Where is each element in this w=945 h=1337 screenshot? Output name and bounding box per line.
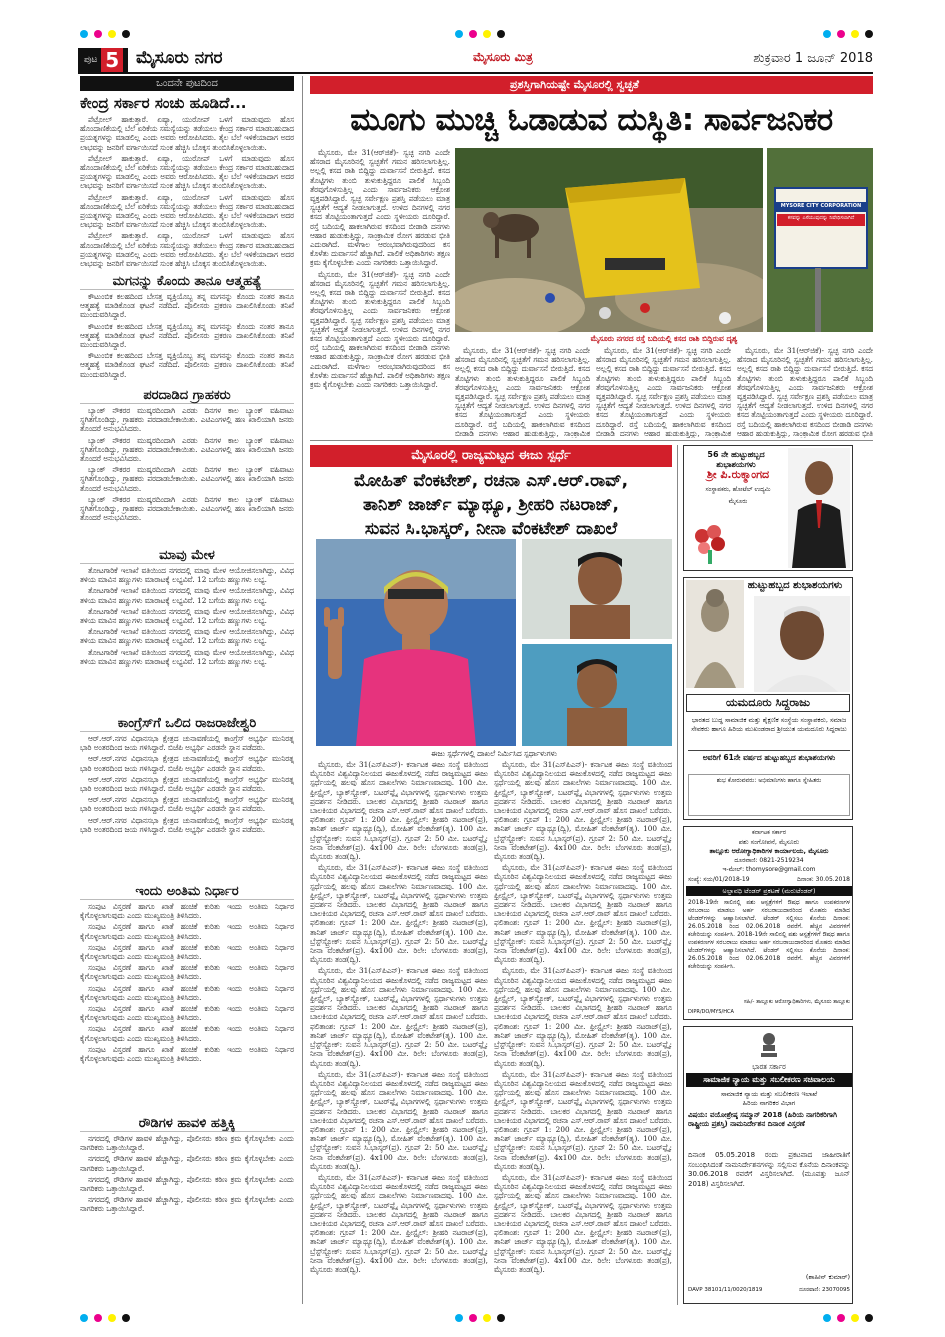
swim-story-body-col2: ಮೈಸೂರು, ಮೇ 31(ಎಸ್‌ಪಿಎನ್)- ಕರ್ನಾಟಕ ಈಜು ಸಂಸ್ಥೆ ವತಿಯಿಂದ ಮೈಸೂರಿನ ವಿಶ್ವವಿದ್ಯಾನಿಲಯದ ಈಜುಕೊಳದಲ್ಲಿ ನಡೆದ ರಾಜ್ಯಮಟ್ಟದ ಈಜು ಸ್ಪರ್ಧೆಯಲ್ಲಿ ಹಲವು ಹೊಸ ದಾಖಲೆಗಳು ನಿರ್ಮಾಣವಾದವು. 100 ಮೀ. ಫ್ರೀಸ್ಟೈಲ್, ಬ್ಯಾಕ್‌ಸ್ಟ್ರೋಕ್, ಬಟರ್‌ಫ್ಲೈ ವಿಭಾಗಗಳಲ್ಲಿ ಸ್ಪರ್ಧಾಳುಗಳು ಉತ್ತಮ ಪ್ರದರ್ಶನ ನೀಡಿದರು. ಬಾಲಕರ ವಿಭಾಗದಲ್ಲಿ ಶ್ರೀಹರಿ ನಟರಾಜ್ ಹಾಗೂ ಬಾಲಕಿಯರ ವಿಭಾಗದಲ್ಲಿ ರಚನಾ ಎಸ್.ಆರ್.ರಾವ್ ಹೊಸ ದಾಖಲೆ ಬರೆದರು. ಫಲಿತಾಂಶ: ಗ್ರೂಪ್ 1: 200 ಮೀ. ಫ್ರೀಸ್ಟೈಲ್: ಶ್ರೀಹರಿ ನಟರಾಜ್(ಪ್ರ), ತಾನಿಶ್ ಜಾರ್ಜ್ ಮ್ಯಾಥ್ಯೂ(ದ್ವಿ), ಮೋಹಿತ್ ವೆಂಕಟೇಶ್(ತೃ). 100 ಮೀ. ಬ್ರೆಸ್ಟ್‌ಸ್ಟ್ರೋಕ್: ಸುವನ ಸಿ.ಭಾಸ್ಕರ್(ಪ್ರ). ಗ್ರೂಪ್ 2: 50 ಮೀ. ಬಟರ್‌ಫ್ಲೈ: ನೀನಾ ವೆಂಕಟೇಶ್(ಪ್ರ). 4x100 ಮೀ. ರಿಲೇ: ಬೆಂಗಳೂರು ತಂಡ(ಪ್ರ), ಮೈಸೂರು ತಂಡ(ದ್ವಿ). ಮೈಸೂರು, ಮೇ 31(ಎಸ್‌ಪಿಎನ್)- ಕರ್ನಾಟಕ ಈಜು ಸಂಸ್ಥೆ ವತಿಯಿಂದ ಮೈಸೂರಿನ ವಿಶ್ವವಿದ್ಯಾನಿಲಯದ ಈಜುಕೊಳದಲ್ಲಿ ನಡೆದ ರಾಜ್ಯಮಟ್ಟದ ಈಜು ಸ್ಪರ್ಧೆಯಲ್ಲಿ ಹಲವು ಹೊಸ ದಾಖಲೆಗಳು ನಿರ್ಮಾಣವಾದವು. 100 ಮೀ. ಫ್ರೀಸ್ಟೈಲ್, ಬ್ಯಾಕ್‌ಸ್ಟ್ರೋಕ್, ಬಟರ್‌ಫ್ಲೈ ವಿಭಾಗಗಳಲ್ಲಿ ಸ್ಪರ್ಧಾಳುಗಳು ಉತ್ತಮ ಪ್ರದರ್ಶನ ನೀಡಿದರು. ಬಾಲಕರ ವಿಭಾಗದಲ್ಲಿ ಶ್ರೀಹರಿ ನಟರಾಜ್ ಹಾಗೂ ಬಾಲಕಿಯರ ವಿಭಾಗದಲ್ಲಿ ರಚನಾ ಎಸ್.ಆರ್.ರಾವ್ ಹೊಸ ದಾಖಲೆ ಬರೆದರು. ಫಲಿತಾಂಶ: ಗ್ರೂಪ್ 1: 200 ಮೀ. ಫ್ರೀಸ್ಟೈಲ್: ಶ್ರೀಹರಿ ನಟರಾಜ್(ಪ್ರ), ತಾನಿಶ್ ಜಾರ್ಜ್ ಮ್ಯಾಥ್ಯೂ(ದ್ವಿ), ಮೋಹಿತ್ ವೆಂಕಟೇಶ್(ತೃ). 100 ಮೀ. ಬ್ರೆಸ್ಟ್‌ಸ್ಟ್ರೋಕ್: ಸುವನ ಸಿ.ಭಾಸ್ಕರ್(ಪ್ರ). ಗ್ರೂಪ್ 2: 50 ಮೀ. ಬಟರ್‌ಫ್ಲೈ: ನೀನಾ ವೆಂಕಟೇಶ್(ಪ್ರ). 4x100 ಮೀ. ರಿಲೇ: ಬೆಂಗಳೂರು ತಂಡ(ಪ್ರ), ಮೈಸೂರು ತಂಡ(ದ್ವಿ). ಮೈಸೂರು, ಮೇ 31(ಎಸ್‌ಪಿಎನ್)- ಕರ್ನಾಟಕ ಈಜು ಸಂಸ್ಥೆ ವತಿಯಿಂದ ಮೈಸೂರಿನ ವಿಶ್ವವಿದ್ಯಾನಿಲಯದ ಈಜುಕೊಳದಲ್ಲಿ ನಡೆದ ರಾಜ್ಯಮಟ್ಟದ ಈಜು ಸ್ಪರ್ಧೆಯಲ್ಲಿ ಹಲವು ಹೊಸ ದಾಖಲೆಗಳು ನಿರ್ಮಾಣವಾದವು. 100 ಮೀ. ಫ್ರೀಸ್ಟೈಲ್, ಬ್ಯಾಕ್‌ಸ್ಟ್ರೋಕ್, ಬಟರ್‌ಫ್ಲೈ ವಿಭಾಗಗಳಲ್ಲಿ ಸ್ಪರ್ಧಾಳುಗಳು ಉತ್ತಮ ಪ್ರದರ್ಶನ ನೀಡಿದರು. ಬಾಲಕರ ವಿಭಾಗದಲ್ಲಿ ಶ್ರೀಹರಿ ನಟರಾಜ್ ಹಾಗೂ ಬಾಲಕಿಯರ ವಿಭಾಗದಲ್ಲಿ ರಚನಾ ಎಸ್.ಆರ್.ರಾವ್ ಹೊಸ ದಾಖಲೆ ಬರೆದರು. ಫಲಿತಾಂಶ: ಗ್ರೂಪ್ 1: 200 ಮೀ. ಫ್ರೀಸ್ಟೈಲ್: ಶ್ರೀಹರಿ ನಟರಾಜ್(ಪ್ರ), ತಾನಿಶ್ ಜಾರ್ಜ್ ಮ್ಯಾಥ್ಯೂ(ದ್ವಿ), ಮೋಹಿತ್ ವೆಂಕಟೇಶ್(ತೃ). 100 ಮೀ. ಬ್ರೆಸ್ಟ್‌ಸ್ಟ್ರೋಕ್: ಸುವನ ಸಿ.ಭಾಸ್ಕರ್(ಪ್ರ). ಗ್ರೂಪ್ 2: 50 ಮೀ. ಬಟರ್‌ಫ್ಲೈ: ನೀನಾ ವೆಂಕಟೇಶ್(ಪ್ರ). 4x100 ಮೀ. ರಿಲೇ: ಬೆಂಗಳೂರು ತಂಡ(ಪ್ರ), ಮೈಸೂರು ತಂಡ(ದ್ವಿ). ಮೈಸೂರು, ಮೇ 31(ಎಸ್‌ಪಿಎನ್)- ಕರ್ನಾಟಕ ಈಜು ಸಂಸ್ಥೆ ವತಿಯಿಂದ ಮೈಸೂರಿನ ವಿಶ್ವವಿದ್ಯಾನಿಲಯದ ಈಜುಕೊಳದಲ್ಲಿ ನಡೆದ ರಾಜ್ಯಮಟ್ಟದ ಈಜು ಸ್ಪರ್ಧೆಯಲ್ಲಿ ಹಲವು ಹೊಸ ದಾಖಲೆಗಳು ನಿರ್ಮಾಣವಾದವು. 100 ಮೀ. ಫ್ರೀಸ್ಟೈಲ್, ಬ್ಯಾಕ್‌ಸ್ಟ್ರೋಕ್, ಬಟರ್‌ಫ್ಲೈ ವಿಭಾಗಗಳಲ್ಲಿ ಸ್ಪರ್ಧಾಳುಗಳು ಉತ್ತಮ ಪ್ರದರ್ಶನ ನೀಡಿದರು. ಬಾಲಕರ ವಿಭಾಗದಲ್ಲಿ ಶ್ರೀಹರಿ ನಟರಾಜ್ ಹಾಗೂ ಬಾಲಕಿಯರ ವಿಭಾಗದಲ್ಲಿ ರಚನಾ ಎಸ್.ಆರ್.ರಾವ್ ಹೊಸ ದಾಖಲೆ ಬರೆದರು. ಫಲಿತಾಂಶ: ಗ್ರೂಪ್ 1: 200 ಮೀ. ಫ್ರೀಸ್ಟೈಲ್: ಶ್ರೀಹರಿ ನಟರಾಜ್(ಪ್ರ), ತಾನಿಶ್ ಜಾರ್ಜ್ ಮ್ಯಾಥ್ಯೂ(ದ್ವಿ), ಮೋಹಿತ್ ವೆಂಕಟೇಶ್(ತೃ). 100 ಮೀ. ಬ್ರೆಸ್ಟ್‌ಸ್ಟ್ರೋಕ್: ಸುವನ ಸಿ.ಭಾಸ್ಕರ್(ಪ್ರ). ಗ್ರೂಪ್ 2: 50 ಮೀ. ಬಟರ್‌ಫ್ಲೈ: ನೀನಾ ವೆಂಕಟೇಶ್(ಪ್ರ). 4x100 ಮೀ. ರಿಲೇ: ಬೆಂಗಳೂರು ತಂಡ(ಪ್ರ), ಮೈಸೂರು ತಂಡ(ದ್ವಿ). ಮೈಸೂರು, ಮೇ 31(ಎಸ್‌ಪಿಎನ್)- ಕರ್ನಾಟಕ ಈಜು ಸಂಸ್ಥೆ ವತಿಯಿಂದ ಮೈಸೂರಿನ ವಿಶ್ವವಿದ್ಯಾನಿಲಯದ ಈಜುಕೊಳದಲ್ಲಿ ನಡೆದ ರಾಜ್ಯಮಟ್ಟದ ಈಜು ಸ್ಪರ್ಧೆಯಲ್ಲಿ ಹಲವು ಹೊಸ ದಾಖಲೆಗಳು ನಿರ್ಮಾಣವಾದವು. 100 ಮೀ. ಫ್ರೀಸ್ಟೈಲ್, ಬ್ಯಾಕ್‌ಸ್ಟ್ರೋಕ್, ಬಟರ್‌ಫ್ಲೈ ವಿಭಾಗಗಳಲ್ಲಿ ಸ್ಪರ್ಧಾಳುಗಳು ಉತ್ತಮ ಪ್ರದರ್ಶನ ನೀಡಿದರು. ಬಾಲಕರ ವಿಭಾಗದಲ್ಲಿ ಶ್ರೀಹರಿ ನಟರಾಜ್ ಹಾಗೂ ಬಾಲಕಿಯರ ವಿಭಾಗದಲ್ಲಿ ರಚನಾ ಎಸ್.ಆರ್.ರಾವ್ ಹೊಸ ದಾಖಲೆ ಬರೆದರು. ಫಲಿತಾಂಶ: ಗ್ರೂಪ್ 1: 200 ಮೀ. ಫ್ರೀಸ್ಟೈಲ್: ಶ್ರೀಹರಿ ನಟರಾಜ್(ಪ್ರ), ತಾನಿಶ್ ಜಾರ್ಜ್ ಮ್ಯಾಥ್ಯೂ(ದ್ವಿ), ಮೋಹಿತ್ ವೆಂಕಟೇಶ್(ತೃ). 100 ಮೀ. ಬ್ರೆಸ್ಟ್‌ಸ್ಟ್ರೋಕ್: ಸುವನ ಸಿ.ಭಾಸ್ಕರ್(ಪ್ರ). ಗ್ರೂಪ್ 2: 50 ಮೀ. ಬಟರ್‌ಫ್ಲೈ: ನೀನಾ ವೆಂಕಟೇಶ್(ಪ್ರ). 4x100 ಮೀ. ರಿಲೇ: ಬೆಂಗಳೂರು ತಂಡ(ಪ್ರ), ಮೈಸೂರು ತಂಡ(ದ್ವಿ). [494,760,672,1274]
story-rowdies: ನಗರದಲ್ಲಿ ರೌಡಿಗಳ ಹಾವಳಿ ಹೆಚ್ಚಾಗಿದ್ದು, ಪೊಲೀಸರು ಕಠಿಣ ಕ್ರಮ ಕೈಗೊಳ್ಳಬೇಕು ಎಂದು ನಾಗರಿಕರು ಒತ್ತಾಯಿಸಿದ್ದಾರೆ. ನಗರದಲ್ಲಿ ರೌಡಿಗಳ ಹಾವಳಿ ಹೆಚ್ಚಾಗಿದ್ದು, ಪೊಲೀಸರು ಕಠಿಣ ಕ್ರಮ ಕೈಗೊಳ್ಳಬೇಕು ಎಂದು ನಾಗರಿಕರು ಒತ್ತಾಯಿಸಿದ್ದಾರೆ. ನಗರದಲ್ಲಿ ರೌಡಿಗಳ ಹಾವಳಿ ಹೆಚ್ಚಾಗಿದ್ದು, ಪೊಲೀಸರು ಕಠಿಣ ಕ್ರಮ ಕೈಗೊಳ್ಳಬೇಕು ಎಂದು ನಾಗರಿಕರು ಒತ್ತಾಯಿಸಿದ್ದಾರೆ. ನಗರದಲ್ಲಿ ರೌಡಿಗಳ ಹಾವಳಿ ಹೆಚ್ಚಾಗಿದ್ದು, ಪೊಲೀಸರು ಕಠಿಣ ಕ್ರಮ ಕೈಗೊಳ್ಳಬೇಕು ಎಂದು ನಾಗರಿಕರು ಒತ್ತಾಯಿಸಿದ್ದಾರೆ. [80,1134,294,1214]
swim-photo-caption: ಈಜು ಸ್ಪರ್ಧೆಗಳಲ್ಲಿ ದಾಖಲೆ ನಿರ್ಮಿಸಿದ ಸ್ಪರ್ಧಾಳುಗಳು [431,749,557,758]
govt-dept: ಸಾಮಾಜಿಕ ನ್ಯಾಯ ಮತ್ತು ಸಬಲೀಕರಣ ಇಲಾಖೆ [720,1090,818,1098]
tender-email: ಇ-ಮೇಲ್: thomysore@gmail.com [722,866,816,873]
color-registration-marks [80,1314,130,1322]
headline-central-govt: ಕೇಂದ್ರ ಸರ್ಕಾರ ಸಂಚು ಹೂಡಿದೆ... [80,94,247,112]
headline-suicide: ಮಗನನ್ನು ಕೊಂದು ತಾನೂ ಆತ್ಮಹತ್ಯೆ [80,274,294,290]
color-registration-marks [455,30,505,38]
headline-customers: ಪರದಾಡಿದ ಗ್ರಾಹಕರು [80,388,294,404]
ad-tender-notice [683,826,853,1020]
section-name: ಮೈಸೂರು ನಗರ [136,48,223,68]
swim-headline-1: ಮೋಹಿತ್ ವೆಂಕಟೇಶ್, ರಚನಾ ಎಸ್.ಆರ್.ರಾವ್, [353,471,629,491]
tender-body: 2018-19ನೇ ಸಾಲಿನಲ್ಲಿ ಪಶು ಆಸ್ಪತ್ರೆಗಳಿಗೆ ಔಷಧ ಹಾಗೂ ಉಪಕರಣಗಳ ಸರಬರಾಜು ಮಾಡಲು ಅರ್ಹ ಸರಬರಾಜುದಾರರಿಂದ ಮೊಹರು ಮಾಡಿದ ಟೆಂಡರ್‌ಗಳನ್ನು ಆಹ್ವಾನಿಸಲಾಗಿದೆ. ಟೆಂಡರ್ ಸಲ್ಲಿಸಲು ಕೊನೆಯ ದಿನಾಂಕ: 26.05.2018 ರಿಂದ 02.06.2018 ರವರೆಗೆ. ಹೆಚ್ಚಿನ ವಿವರಗಳಿಗೆ ಕಚೇರಿಯನ್ನು ಸಂಪರ್ಕಿಸಿ. 2018-19ನೇ ಸಾಲಿನಲ್ಲಿ ಪಶು ಆಸ್ಪತ್ರೆಗಳಿಗೆ ಔಷಧ ಹಾಗೂ ಉಪಕರಣಗಳ ಸರಬರಾಜು ಮಾಡಲು ಅರ್ಹ ಸರಬರಾಜುದಾರರಿಂದ ಮೊಹರು ಮಾಡಿದ ಟೆಂಡರ್‌ಗಳನ್ನು ಆಹ್ವಾನಿಸಲಾಗಿದೆ. ಟೆಂಡರ್ ಸಲ್ಲಿಸಲು ಕೊನೆಯ ದಿನಾಂಕ: 26.05.2018 ರಿಂದ 02.06.2018 ರವರೆಗೆ. ಹೆಚ್ಚಿನ ವಿವರಗಳಿಗೆ ಕಚೇರಿಯನ್ನು ಸಂಪರ್ಕಿಸಿ. [688,899,850,970]
tender-gov: ಕರ್ನಾಟಕ ಸರ್ಕಾರ [751,829,787,836]
page-label: ಪುಟ [84,55,98,65]
ad-56th-birthday [683,445,853,571]
sign-title: MYSORE CITY CORPORATION [780,203,862,209]
swim-headline-3: ಸುವನ ಸಿ.ಭಾಸ್ಕರ್, ನೀನಾ ವೆಂಕಟೇಶ್ ದಾಖಲೆ [364,519,618,539]
color-registration-marks [823,30,873,38]
page-header [78,48,873,74]
corporation-sign-photo [767,148,873,332]
color-registration-marks [455,1314,505,1322]
govt-ref: ದೂರವಾಣಿ: 23070095 [799,1287,850,1293]
story-final-decision: ಸಂಪುಟ ವಿಸ್ತರಣೆ ಹಾಗೂ ಖಾತೆ ಹಂಚಿಕೆ ಕುರಿತು ಇಂದು ಅಂತಿಮ ನಿರ್ಧಾರ ಕೈಗೊಳ್ಳಲಾಗುವುದು ಎಂದು ಮುಖ್ಯಮಂತ್ರಿ ತಿಳಿಸಿದರು. ಸಂಪುಟ ವಿಸ್ತರಣೆ ಹಾಗೂ ಖಾತೆ ಹಂಚಿಕೆ ಕುರಿತು ಇಂದು ಅಂತಿಮ ನಿರ್ಧಾರ ಕೈಗೊಳ್ಳಲಾಗುವುದು ಎಂದು ಮುಖ್ಯಮಂತ್ರಿ ತಿಳಿಸಿದರು. ಸಂಪುಟ ವಿಸ್ತರಣೆ ಹಾಗೂ ಖಾತೆ ಹಂಚಿಕೆ ಕುರಿತು ಇಂದು ಅಂತಿಮ ನಿರ್ಧಾರ ಕೈಗೊಳ್ಳಲಾಗುವುದು ಎಂದು ಮುಖ್ಯಮಂತ್ರಿ ತಿಳಿಸಿದರು. ಸಂಪುಟ ವಿಸ್ತರಣೆ ಹಾಗೂ ಖಾತೆ ಹಂಚಿಕೆ ಕುರಿತು ಇಂದು ಅಂತಿಮ ನಿರ್ಧಾರ ಕೈಗೊಳ್ಳಲಾಗುವುದು ಎಂದು ಮುಖ್ಯಮಂತ್ರಿ ತಿಳಿಸಿದರು. ಸಂಪುಟ ವಿಸ್ತರಣೆ ಹಾಗೂ ಖಾತೆ ಹಂಚಿಕೆ ಕುರಿತು ಇಂದು ಅಂತಿಮ ನಿರ್ಧಾರ ಕೈಗೊಳ್ಳಲಾಗುವುದು ಎಂದು ಮುಖ್ಯಮಂತ್ರಿ ತಿಳಿಸಿದರು. ಸಂಪುಟ ವಿಸ್ತರಣೆ ಹಾಗೂ ಖಾತೆ ಹಂಚಿಕೆ ಕುರಿತು ಇಂದು ಅಂತಿಮ ನಿರ್ಧಾರ ಕೈಗೊಳ್ಳಲಾಗುವುದು ಎಂದು ಮುಖ್ಯಮಂತ್ರಿ ತಿಳಿಸಿದರು. ಸಂಪುಟ ವಿಸ್ತರಣೆ ಹಾಗೂ ಖಾತೆ ಹಂಚಿಕೆ ಕುರಿತು ಇಂದು ಅಂತಿಮ ನಿರ್ಧಾರ ಕೈಗೊಳ್ಳಲಾಗುವುದು ಎಂದು ಮುಖ್ಯಮಂತ್ರಿ ತಿಳಿಸಿದರು. ಸಂಪುಟ ವಿಸ್ತರಣೆ ಹಾಗೂ ಖಾತೆ ಹಂಚಿಕೆ ಕುರಿತು ಇಂದು ಅಂತಿಮ ನಿರ್ಧಾರ ಕೈಗೊಳ್ಳಲಾಗುವುದು ಎಂದು ಮುಖ್ಯಮಂತ್ರಿ ತಿಳಿಸಿದರು. [80,902,294,1064]
column-rule [677,445,678,1305]
page-number: 5 [101,48,123,72]
govt-signer: (ಶಾಹೀನ್ ಕುಮಾರ್) [805,1273,850,1281]
lead-story-body-col4: ಮೈಸೂರು, ಮೇ 31(ಆರ್‌ಜಿಕೆ)- ಸ್ವಚ್ಛ ನಗರಿ ಎಂದೇ ಹೆಸರಾದ ಮೈಸೂರಿನಲ್ಲಿ ಸ್ವಚ್ಛತೆಗೆ ಗಮನ ಹರಿಸಲಾಗುತ್ತಿಲ್ಲ. ಅಲ್ಲಲ್ಲಿ ಕಸದ ರಾಶಿ ಬಿದ್ದಿದ್ದು ದುರ್ವಾಸನೆ ಬೀರುತ್ತಿದೆ. ಕಸದ ತೊಟ್ಟಿಗಳು ತುಂಬಿ ತುಳುಕುತ್ತಿದ್ದರೂ ಪಾಲಿಕೆ ಸಿಬ್ಬಂದಿ ತೆರವುಗೊಳಿಸುತ್ತಿಲ್ಲ ಎಂದು ಸಾರ್ವಜನಿಕರು ಆಕ್ರೋಶ ವ್ಯಕ್ತಪಡಿಸಿದ್ದಾರೆ. ಸ್ವಚ್ಛ ಸರ್ವೇಕ್ಷಣ ಪ್ರಶಸ್ತಿ ಪಡೆಯಲು ಮಾತ್ರ ಸ್ವಚ್ಛತೆಗೆ ಆದ್ಯತೆ ನೀಡಲಾಗುತ್ತದೆ. ಉಳಿದ ದಿನಗಳಲ್ಲಿ ನಗರ ಕಸದ ತೊಟ್ಟಿಯಂತಾಗುತ್ತದೆ ಎಂದು ಸ್ಥಳೀಯರು ದೂರಿದ್ದಾರೆ. ರಸ್ತೆ ಬದಿಯಲ್ಲಿ ಹಾಕಲಾಗಿರುವ ಕಸದಿಂದ ಬೀಡಾಡಿ ದನಗಳು ಆಹಾರ ಹುಡುಕುತ್ತಿದ್ದು, ಸಾಂಕ್ರಾಮಿಕ ರೋಗ ಹರಡುವ ಭೀತಿ [737,346,873,438]
ad-56-title: 56 ನೇ ಹುಟ್ಟುಹಬ್ಬದ ಶುಭಾಶಯಗಳು [707,450,765,469]
tender-phone: ದೂರವಾಣಿ: 0821-2519234 [734,857,804,864]
story-central-govt: ಪೆಟ್ರೋಲ್ ಹಾಕುತ್ತಾರೆ. ಏಷ್ಯಾ, ಯುರೋಪ್ ಒಳಗೆ ಮಾಡುವುದು ಹೊಸ ಹೊಂದಾಣಿಕೆಯಲ್ಲಿ ಬೆಲೆ ಏರಿಕೆಯ ಸಮಸ್ಯೆಯನ್ನು ತಡೆಯಲು ಕೇಂದ್ರ ಸರ್ಕಾರ ಮಾಡಬಹುದಾದ ಪ್ರಯತ್ನಗಳನ್ನು ಮಾಡಲಿಲ್ಲ ಎಂದು ಅವರು ಆರೋಪಿಸಿದರು. ತೈಲ ಬೆಲೆ ಇಳಿಕೆಯಾದಾಗ ಅದರ ಲಾಭವನ್ನು ಜನರಿಗೆ ವರ್ಗಾಯಿಸದೆ ಸುಂಕ ಹೆಚ್ಚಿಸಿ ಬೊಕ್ಕಸ ತುಂಬಿಸಿಕೊಳ್ಳಲಾಯಿತು. ಪೆಟ್ರೋಲ್ ಹಾಕುತ್ತಾರೆ. ಏಷ್ಯಾ, ಯುರೋಪ್ ಒಳಗೆ ಮಾಡುವುದು ಹೊಸ ಹೊಂದಾಣಿಕೆಯಲ್ಲಿ ಬೆಲೆ ಏರಿಕೆಯ ಸಮಸ್ಯೆಯನ್ನು ತಡೆಯಲು ಕೇಂದ್ರ ಸರ್ಕಾರ ಮಾಡಬಹುದಾದ ಪ್ರಯತ್ನಗಳನ್ನು ಮಾಡಲಿಲ್ಲ ಎಂದು ಅವರು ಆರೋಪಿಸಿದರು. ತೈಲ ಬೆಲೆ ಇಳಿಕೆಯಾದಾಗ ಅದರ ಲಾಭವನ್ನು ಜನರಿಗೆ ವರ್ಗಾಯಿಸದೆ ಸುಂಕ ಹೆಚ್ಚಿಸಿ ಬೊಕ್ಕಸ ತುಂಬಿಸಿಕೊಳ್ಳಲಾಯಿತು. ಪೆಟ್ರೋಲ್ ಹಾಕುತ್ತಾರೆ. ಏಷ್ಯಾ, ಯುರೋಪ್ ಒಳಗೆ ಮಾಡುವುದು ಹೊಸ ಹೊಂದಾಣಿಕೆಯಲ್ಲಿ ಬೆಲೆ ಏರಿಕೆಯ ಸಮಸ್ಯೆಯನ್ನು ತಡೆಯಲು ಕೇಂದ್ರ ಸರ್ಕಾರ ಮಾಡಬಹುದಾದ ಪ್ರಯತ್ನಗಳನ್ನು ಮಾಡಲಿಲ್ಲ ಎಂದು ಅವರು ಆರೋಪಿಸಿದರು. ತೈಲ ಬೆಲೆ ಇಳಿಕೆಯಾದಾಗ ಅದರ ಲಾಭವನ್ನು ಜನರಿಗೆ ವರ್ಗಾಯಿಸದೆ ಸುಂಕ ಹೆಚ್ಚಿಸಿ ಬೊಕ್ಕಸ ತುಂಬಿಸಿಕೊಳ್ಳಲಾಯಿತು. ಪೆಟ್ರೋಲ್ ಹಾಕುತ್ತಾರೆ. ಏಷ್ಯಾ, ಯುರೋಪ್ ಒಳಗೆ ಮಾಡುವುದು ಹೊಸ ಹೊಂದಾಣಿಕೆಯಲ್ಲಿ ಬೆಲೆ ಏರಿಕೆಯ ಸಮಸ್ಯೆಯನ್ನು ತಡೆಯಲು ಕೇಂದ್ರ ಸರ್ಕಾರ ಮಾಡಬಹುದಾದ ಪ್ರಯತ್ನಗಳನ್ನು ಮಾಡಲಿಲ್ಲ ಎಂದು ಅವರು ಆರೋಪಿಸಿದರು. ತೈಲ ಬೆಲೆ ಇಳಿಕೆಯಾದಾಗ ಅದರ ಲಾಭವನ್ನು ಜನರಿಗೆ ವರ್ಗಾಯಿಸದೆ ಸುಂಕ ಹೆಚ್ಚಿಸಿ ಬೊಕ್ಕಸ ತುಂಬಿಸಿಕೊಳ್ಳಲಾಯಿತು. [80,115,294,269]
headline-rr-nagar: ಕಾಂಗ್ರೆಸ್‌ಗೆ ಒಲಿದ ರಾಜರಾಜೇಶ್ವರಿ [80,716,294,732]
sign-text: ಕಸವನ್ನು ಎಸೆಯುವುದನ್ನು ನಿಷೇಧಿಸಲಾಗಿದೆ [787,215,855,221]
masthead: ಮೈಸೂರು ಮಿತ್ರ [473,50,533,64]
ad-sid-body: ಭಾರತದ ಬುದ್ಧ ಸಾಮಾಜಿಕ ಮತ್ತು ಶೈಕ್ಷಣಿಕ ಸಂಸ್ಥೆಯ ಸಂಸ್ಥಾಪಕರು, ಸಮಾಜ ಸೇವಕರು ಹಾಗೂ ಹಿರಿಯ ಮುಖಂಡರಾದ ಶ್ರೀಯುತ ಯಮದೂರು ಸಿದ್ದರಾಜು [691,716,847,733]
tender-dept: ಪಶು ಸಂಗೋಪನೆ, ಮೈಸೂರು [738,838,800,846]
tender-code: DIPR/DO/MYS/HCA [688,1009,734,1015]
ad-sid-age: ಅವರಿಗೆ 61ನೇ ವರ್ಷದ ಹುಟ್ಟುಹಬ್ಬದ ಶುಭಾಶಯಗಳು [688,750,850,763]
tender-sign: ಸಹಿ/- ತಾಲ್ಲೂಕು ಆರೋಗ್ಯಾಧಿಕಾರಿಗಳು, ಮೈಸೂರು ತಾಲ್ಲೂಕು [743,999,850,1005]
lead-story-body-col3: ಮೈಸೂರು, ಮೇ 31(ಆರ್‌ಜಿಕೆ)- ಸ್ವಚ್ಛ ನಗರಿ ಎಂದೇ ಹೆಸರಾದ ಮೈಸೂರಿನಲ್ಲಿ ಸ್ವಚ್ಛತೆಗೆ ಗಮನ ಹರಿಸಲಾಗುತ್ತಿಲ್ಲ. ಅಲ್ಲಲ್ಲಿ ಕಸದ ರಾಶಿ ಬಿದ್ದಿದ್ದು ದುರ್ವಾಸನೆ ಬೀರುತ್ತಿದೆ. ಕಸದ ತೊಟ್ಟಿಗಳು ತುಂಬಿ ತುಳುಕುತ್ತಿದ್ದರೂ ಪಾಲಿಕೆ ಸಿಬ್ಬಂದಿ ತೆರವುಗೊಳಿಸುತ್ತಿಲ್ಲ ಎಂದು ಸಾರ್ವಜನಿಕರು ಆಕ್ರೋಶ ವ್ಯಕ್ತಪಡಿಸಿದ್ದಾರೆ. ಸ್ವಚ್ಛ ಸರ್ವೇಕ್ಷಣ ಪ್ರಶಸ್ತಿ ಪಡೆಯಲು ಮಾತ್ರ ಸ್ವಚ್ಛತೆಗೆ ಆದ್ಯತೆ ನೀಡಲಾಗುತ್ತದೆ. ಉಳಿದ ದಿನಗಳಲ್ಲಿ ನಗರ ಕಸದ ತೊಟ್ಟಿಯಂತಾಗುತ್ತದೆ ಎಂದು ಸ್ಥಳೀಯರು ದೂರಿದ್ದಾರೆ. ರಸ್ತೆ ಬದಿಯಲ್ಲಿ ಹಾಕಲಾಗಿರುವ ಕಸದಿಂದ ಬೀಡಾಡಿ ದನಗಳು ಆಹಾರ ಹುಡುಕುತ್ತಿದ್ದು, ಸಾಂಕ್ರಾಮಿಕ [596,346,731,438]
headline-rowdies: ರೌಡಿಗಳ ಹಾವಳಿ ಹತ್ತಿಕ್ಕಿ [80,1116,294,1132]
rule-lead-bottom [310,440,873,441]
swim-story-body-col1: ಮೈಸೂರು, ಮೇ 31(ಎಸ್‌ಪಿಎನ್)- ಕರ್ನಾಟಕ ಈಜು ಸಂಸ್ಥೆ ವತಿಯಿಂದ ಮೈಸೂರಿನ ವಿಶ್ವವಿದ್ಯಾನಿಲಯದ ಈಜುಕೊಳದಲ್ಲಿ ನಡೆದ ರಾಜ್ಯಮಟ್ಟದ ಈಜು ಸ್ಪರ್ಧೆಯಲ್ಲಿ ಹಲವು ಹೊಸ ದಾಖಲೆಗಳು ನಿರ್ಮಾಣವಾದವು. 100 ಮೀ. ಫ್ರೀಸ್ಟೈಲ್, ಬ್ಯಾಕ್‌ಸ್ಟ್ರೋಕ್, ಬಟರ್‌ಫ್ಲೈ ವಿಭಾಗಗಳಲ್ಲಿ ಸ್ಪರ್ಧಾಳುಗಳು ಉತ್ತಮ ಪ್ರದರ್ಶನ ನೀಡಿದರು. ಬಾಲಕರ ವಿಭಾಗದಲ್ಲಿ ಶ್ರೀಹರಿ ನಟರಾಜ್ ಹಾಗೂ ಬಾಲಕಿಯರ ವಿಭಾಗದಲ್ಲಿ ರಚನಾ ಎಸ್.ಆರ್.ರಾವ್ ಹೊಸ ದಾಖಲೆ ಬರೆದರು. ಫಲಿತಾಂಶ: ಗ್ರೂಪ್ 1: 200 ಮೀ. ಫ್ರೀಸ್ಟೈಲ್: ಶ್ರೀಹರಿ ನಟರಾಜ್(ಪ್ರ), ತಾನಿಶ್ ಜಾರ್ಜ್ ಮ್ಯಾಥ್ಯೂ(ದ್ವಿ), ಮೋಹಿತ್ ವೆಂಕಟೇಶ್(ತೃ). 100 ಮೀ. ಬ್ರೆಸ್ಟ್‌ಸ್ಟ್ರೋಕ್: ಸುವನ ಸಿ.ಭಾಸ್ಕರ್(ಪ್ರ). ಗ್ರೂಪ್ 2: 50 ಮೀ. ಬಟರ್‌ಫ್ಲೈ: ನೀನಾ ವೆಂಕಟೇಶ್(ಪ್ರ). 4x100 ಮೀ. ರಿಲೇ: ಬೆಂಗಳೂರು ತಂಡ(ಪ್ರ), ಮೈಸೂರು ತಂಡ(ದ್ವಿ). ಮೈಸೂರು, ಮೇ 31(ಎಸ್‌ಪಿಎನ್)- ಕರ್ನಾಟಕ ಈಜು ಸಂಸ್ಥೆ ವತಿಯಿಂದ ಮೈಸೂರಿನ ವಿಶ್ವವಿದ್ಯಾನಿಲಯದ ಈಜುಕೊಳದಲ್ಲಿ ನಡೆದ ರಾಜ್ಯಮಟ್ಟದ ಈಜು ಸ್ಪರ್ಧೆಯಲ್ಲಿ ಹಲವು ಹೊಸ ದಾಖಲೆಗಳು ನಿರ್ಮಾಣವಾದವು. 100 ಮೀ. ಫ್ರೀಸ್ಟೈಲ್, ಬ್ಯಾಕ್‌ಸ್ಟ್ರೋಕ್, ಬಟರ್‌ಫ್ಲೈ ವಿಭಾಗಗಳಲ್ಲಿ ಸ್ಪರ್ಧಾಳುಗಳು ಉತ್ತಮ ಪ್ರದರ್ಶನ ನೀಡಿದರು. ಬಾಲಕರ ವಿಭಾಗದಲ್ಲಿ ಶ್ರೀಹರಿ ನಟರಾಜ್ ಹಾಗೂ ಬಾಲಕಿಯರ ವಿಭಾಗದಲ್ಲಿ ರಚನಾ ಎಸ್.ಆರ್.ರಾವ್ ಹೊಸ ದಾಖಲೆ ಬರೆದರು. ಫಲಿತಾಂಶ: ಗ್ರೂಪ್ 1: 200 ಮೀ. ಫ್ರೀಸ್ಟೈಲ್: ಶ್ರೀಹರಿ ನಟರಾಜ್(ಪ್ರ), ತಾನಿಶ್ ಜಾರ್ಜ್ ಮ್ಯಾಥ್ಯೂ(ದ್ವಿ), ಮೋಹಿತ್ ವೆಂಕಟೇಶ್(ತೃ). 100 ಮೀ. ಬ್ರೆಸ್ಟ್‌ಸ್ಟ್ರೋಕ್: ಸುವನ ಸಿ.ಭಾಸ್ಕರ್(ಪ್ರ). ಗ್ರೂಪ್ 2: 50 ಮೀ. ಬಟರ್‌ಫ್ಲೈ: ನೀನಾ ವೆಂಕಟೇಶ್(ಪ್ರ). 4x100 ಮೀ. ರಿಲೇ: ಬೆಂಗಳೂರು ತಂಡ(ಪ್ರ), ಮೈಸೂರು ತಂಡ(ದ್ವಿ). ಮೈಸೂರು, ಮೇ 31(ಎಸ್‌ಪಿಎನ್)- ಕರ್ನಾಟಕ ಈಜು ಸಂಸ್ಥೆ ವತಿಯಿಂದ ಮೈಸೂರಿನ ವಿಶ್ವವಿದ್ಯಾನಿಲಯದ ಈಜುಕೊಳದಲ್ಲಿ ನಡೆದ ರಾಜ್ಯಮಟ್ಟದ ಈಜು ಸ್ಪರ್ಧೆಯಲ್ಲಿ ಹಲವು ಹೊಸ ದಾಖಲೆಗಳು ನಿರ್ಮಾಣವಾದವು. 100 ಮೀ. ಫ್ರೀಸ್ಟೈಲ್, ಬ್ಯಾಕ್‌ಸ್ಟ್ರೋಕ್, ಬಟರ್‌ಫ್ಲೈ ವಿಭಾಗಗಳಲ್ಲಿ ಸ್ಪರ್ಧಾಳುಗಳು ಉತ್ತಮ ಪ್ರದರ್ಶನ ನೀಡಿದರು. ಬಾಲಕರ ವಿಭಾಗದಲ್ಲಿ ಶ್ರೀಹರಿ ನಟರಾಜ್ ಹಾಗೂ ಬಾಲಕಿಯರ ವಿಭಾಗದಲ್ಲಿ ರಚನಾ ಎಸ್.ಆರ್.ರಾವ್ ಹೊಸ ದಾಖಲೆ ಬರೆದರು. ಫಲಿತಾಂಶ: ಗ್ರೂಪ್ 1: 200 ಮೀ. ಫ್ರೀಸ್ಟೈಲ್: ಶ್ರೀಹರಿ ನಟರಾಜ್(ಪ್ರ), ತಾನಿಶ್ ಜಾರ್ಜ್ ಮ್ಯಾಥ್ಯೂ(ದ್ವಿ), ಮೋಹಿತ್ ವೆಂಕಟೇಶ್(ತೃ). 100 ಮೀ. ಬ್ರೆಸ್ಟ್‌ಸ್ಟ್ರೋಕ್: ಸುವನ ಸಿ.ಭಾಸ್ಕರ್(ಪ್ರ). ಗ್ರೂಪ್ 2: 50 ಮೀ. ಬಟರ್‌ಫ್ಲೈ: ನೀನಾ ವೆಂಕಟೇಶ್(ಪ್ರ). 4x100 ಮೀ. ರಿಲೇ: ಬೆಂಗಳೂರು ತಂಡ(ಪ್ರ), ಮೈಸೂರು ತಂಡ(ದ್ವಿ). ಮೈಸೂರು, ಮೇ 31(ಎಸ್‌ಪಿಎನ್)- ಕರ್ನಾಟಕ ಈಜು ಸಂಸ್ಥೆ ವತಿಯಿಂದ ಮೈಸೂರಿನ ವಿಶ್ವವಿದ್ಯಾನಿಲಯದ ಈಜುಕೊಳದಲ್ಲಿ ನಡೆದ ರಾಜ್ಯಮಟ್ಟದ ಈಜು ಸ್ಪರ್ಧೆಯಲ್ಲಿ ಹಲವು ಹೊಸ ದಾಖಲೆಗಳು ನಿರ್ಮಾಣವಾದವು. 100 ಮೀ. ಫ್ರೀಸ್ಟೈಲ್, ಬ್ಯಾಕ್‌ಸ್ಟ್ರೋಕ್, ಬಟರ್‌ಫ್ಲೈ ವಿಭಾಗಗಳಲ್ಲಿ ಸ್ಪರ್ಧಾಳುಗಳು ಉತ್ತಮ ಪ್ರದರ್ಶನ ನೀಡಿದರು. ಬಾಲಕರ ವಿಭಾಗದಲ್ಲಿ ಶ್ರೀಹರಿ ನಟರಾಜ್ ಹಾಗೂ ಬಾಲಕಿಯರ ವಿಭಾಗದಲ್ಲಿ ರಚನಾ ಎಸ್.ಆರ್.ರಾವ್ ಹೊಸ ದಾಖಲೆ ಬರೆದರು. ಫಲಿತಾಂಶ: ಗ್ರೂಪ್ 1: 200 ಮೀ. ಫ್ರೀಸ್ಟೈಲ್: ಶ್ರೀಹರಿ ನಟರಾಜ್(ಪ್ರ), ತಾನಿಶ್ ಜಾರ್ಜ್ ಮ್ಯಾಥ್ಯೂ(ದ್ವಿ), ಮೋಹಿತ್ ವೆಂಕಟೇಶ್(ತೃ). 100 ಮೀ. ಬ್ರೆಸ್ಟ್‌ಸ್ಟ್ರೋಕ್: ಸುವನ ಸಿ.ಭಾಸ್ಕರ್(ಪ್ರ). ಗ್ರೂಪ್ 2: 50 ಮೀ. ಬಟರ್‌ಫ್ಲೈ: ನೀನಾ ವೆಂಕಟೇಶ್(ಪ್ರ). 4x100 ಮೀ. ರಿಲೇ: ಬೆಂಗಳೂರು ತಂಡ(ಪ್ರ), ಮೈಸೂರು ತಂಡ(ದ್ವಿ). ಮೈಸೂರು, ಮೇ 31(ಎಸ್‌ಪಿಎನ್)- ಕರ್ನಾಟಕ ಈಜು ಸಂಸ್ಥೆ ವತಿಯಿಂದ ಮೈಸೂರಿನ ವಿಶ್ವವಿದ್ಯಾನಿಲಯದ ಈಜುಕೊಳದಲ್ಲಿ ನಡೆದ ರಾಜ್ಯಮಟ್ಟದ ಈಜು ಸ್ಪರ್ಧೆಯಲ್ಲಿ ಹಲವು ಹೊಸ ದಾಖಲೆಗಳು ನಿರ್ಮಾಣವಾದವು. 100 ಮೀ. ಫ್ರೀಸ್ಟೈಲ್, ಬ್ಯಾಕ್‌ಸ್ಟ್ರೋಕ್, ಬಟರ್‌ಫ್ಲೈ ವಿಭಾಗಗಳಲ್ಲಿ ಸ್ಪರ್ಧಾಳುಗಳು ಉತ್ತಮ ಪ್ರದರ್ಶನ ನೀಡಿದರು. ಬಾಲಕರ ವಿಭಾಗದಲ್ಲಿ ಶ್ರೀಹರಿ ನಟರಾಜ್ ಹಾಗೂ ಬಾಲಕಿಯರ ವಿಭಾಗದಲ್ಲಿ ರಚನಾ ಎಸ್.ಆರ್.ರಾವ್ ಹೊಸ ದಾಖಲೆ ಬರೆದರು. ಫಲಿತಾಂಶ: ಗ್ರೂಪ್ 1: 200 ಮೀ. ಫ್ರೀಸ್ಟೈಲ್: ಶ್ರೀಹರಿ ನಟರಾಜ್(ಪ್ರ), ತಾನಿಶ್ ಜಾರ್ಜ್ ಮ್ಯಾಥ್ಯೂ(ದ್ವಿ), ಮೋಹಿತ್ ವೆಂಕಟೇಶ್(ತೃ). 100 ಮೀ. ಬ್ರೆಸ್ಟ್‌ಸ್ಟ್ರೋಕ್: ಸುವನ ಸಿ.ಭಾಸ್ಕರ್(ಪ್ರ). ಗ್ರೂಪ್ 2: 50 ಮೀ. ಬಟರ್‌ಫ್ಲೈ: ನೀನಾ ವೆಂಕಟೇಶ್(ಪ್ರ). 4x100 ಮೀ. ರಿಲೇ: ಬೆಂಗಳೂರು ತಂಡ(ಪ್ರ), ಮೈಸೂರು ತಂಡ(ದ್ವಿ). [310,760,488,1274]
ad-56-city: ಮೈಸೂರು [728,498,748,505]
lead-kicker: ಪ್ರಶಸ್ತಿಗಾಗಿಯಷ್ಟೇ ಮೈಸೂರಲ್ಲಿ ಸ್ವಚ್ಛತೆ [310,76,873,94]
story-rr-nagar: ಆರ್.ಆರ್.ನಗರ ವಿಧಾನಸಭಾ ಕ್ಷೇತ್ರದ ಚುನಾವಣೆಯಲ್ಲಿ ಕಾಂಗ್ರೆಸ್ ಅಭ್ಯರ್ಥಿ ಮುನಿರತ್ನ ಭಾರಿ ಅಂತರದಿಂದ ಜಯ ಗಳಿಸಿದ್ದಾರೆ. ಬಿಜೆಪಿ ಅಭ್ಯರ್ಥಿ ಎರಡನೇ ಸ್ಥಾನ ಪಡೆದರು. ಆರ್.ಆರ್.ನಗರ ವಿಧಾನಸಭಾ ಕ್ಷೇತ್ರದ ಚುನಾವಣೆಯಲ್ಲಿ ಕಾಂಗ್ರೆಸ್ ಅಭ್ಯರ್ಥಿ ಮುನಿರತ್ನ ಭಾರಿ ಅಂತರದಿಂದ ಜಯ ಗಳಿಸಿದ್ದಾರೆ. ಬಿಜೆಪಿ ಅಭ್ಯರ್ಥಿ ಎರಡನೇ ಸ್ಥಾನ ಪಡೆದರು. ಆರ್.ಆರ್.ನಗರ ವಿಧಾನಸಭಾ ಕ್ಷೇತ್ರದ ಚುನಾವಣೆಯಲ್ಲಿ ಕಾಂಗ್ರೆಸ್ ಅಭ್ಯರ್ಥಿ ಮುನಿರತ್ನ ಭಾರಿ ಅಂತರದಿಂದ ಜಯ ಗಳಿಸಿದ್ದಾರೆ. ಬಿಜೆಪಿ ಅಭ್ಯರ್ಥಿ ಎರಡನೇ ಸ್ಥಾನ ಪಡೆದರು. ಆರ್.ಆರ್.ನಗರ ವಿಧಾನಸಭಾ ಕ್ಷೇತ್ರದ ಚುನಾವಣೆಯಲ್ಲಿ ಕಾಂಗ್ರೆಸ್ ಅಭ್ಯರ್ಥಿ ಮುನಿರತ್ನ ಭಾರಿ ಅಂತರದಿಂದ ಜಯ ಗಳಿಸಿದ್ದಾರೆ. ಬಿಜೆಪಿ ಅಭ್ಯರ್ಥಿ ಎರಡನೇ ಸ್ಥಾನ ಪಡೆದರು. ಆರ್.ಆರ್.ನಗರ ವಿಧಾನಸಭಾ ಕ್ಷೇತ್ರದ ಚುನಾವಣೆಯಲ್ಲಿ ಕಾಂಗ್ರೆಸ್ ಅಭ್ಯರ್ಥಿ ಮುನಿರತ್ನ ಭಾರಿ ಅಂತರದಿಂದ ಜಯ ಗಳಿಸಿದ್ದಾರೆ. ಬಿಜೆಪಿ ಅಭ್ಯರ್ಥಿ ಎರಡನೇ ಸ್ಥಾನ ಪಡೆದರು. [80,734,294,834]
national-emblem-icon [757,1031,781,1059]
lead-headline: ಮೂಗು ಮುಚ್ಚಿ ಓಡಾಡುವ ದುಸ್ಥಿತಿ: ಸಾರ್ವಜನಿಕರ [350,102,833,138]
govt-sub: ಹಿರಿಯ ನಾಗರಿಕರ ವಿಭಾಗ [742,1099,796,1107]
ad-sid-wishers: ಶುಭ ಕೋರುವವರು: ಅಭಿಮಾನಿಗಳು ಹಾಗೂ ಸ್ನೇಹಿತರು [688,774,850,816]
page-number-box [78,48,128,72]
headline-final-decision: ಇಂದು ಅಂತಿಮ ನಿರ್ಧಾರ [80,884,294,900]
govt-subject: ವಿಷಯ: ವಯೋಶ್ರೇಷ್ಠ ಸಮ್ಮಾನ್ 2018 (ಹಿರಿಯ ನಾಗರಿಕರಿಗಾಗಿ ರಾಷ್ಟ್ರೀಯ ಪ್ರಶಸ್ತಿ) ನಾಮನಿರ್ದೇಶನ ದಿನಾಂಕ ವಿಸ್ತರಣೆ [688,1111,837,1128]
ad-sid-name: ಯಮದೂರು ಸಿದ್ದರಾಜು [686,694,850,712]
headline-mango-fair: ಮಾವು ಮೇಳ [80,548,294,564]
tender-no: ಸಂಖ್ಯೆ: ಸಯ/01/2018-19 [688,876,750,883]
ad-siddaraju-birthday [683,577,853,820]
color-registration-marks [823,1314,873,1322]
swimmer-boy-1-photo [522,539,672,639]
story-suicide: ಕೌಟುಂಬಿಕ ಕಲಹದಿಂದ ಬೇಸತ್ತ ವ್ಯಕ್ತಿಯೊಬ್ಬ ತನ್ನ ಮಗನನ್ನು ಕೊಂದು ನಂತರ ತಾನೂ ಆತ್ಮಹತ್ಯೆ ಮಾಡಿಕೊಂಡ ಘಟನೆ ನಡೆದಿದೆ. ಪೊಲೀಸರು ಪ್ರಕರಣ ದಾಖಲಿಸಿಕೊಂಡು ತನಿಖೆ ಮುಂದುವರಿಸಿದ್ದಾರೆ. ಕೌಟುಂಬಿಕ ಕಲಹದಿಂದ ಬೇಸತ್ತ ವ್ಯಕ್ತಿಯೊಬ್ಬ ತನ್ನ ಮಗನನ್ನು ಕೊಂದು ನಂತರ ತಾನೂ ಆತ್ಮಹತ್ಯೆ ಮಾಡಿಕೊಂಡ ಘಟನೆ ನಡೆದಿದೆ. ಪೊಲೀಸರು ಪ್ರಕರಣ ದಾಖಲಿಸಿಕೊಂಡು ತನಿಖೆ ಮುಂದುವರಿಸಿದ್ದಾರೆ. ಕೌಟುಂಬಿಕ ಕಲಹದಿಂದ ಬೇಸತ್ತ ವ್ಯಕ್ತಿಯೊಬ್ಬ ತನ್ನ ಮಗನನ್ನು ಕೊಂದು ನಂತರ ತಾನೂ ಆತ್ಮಹತ್ಯೆ ಮಾಡಿಕೊಂಡ ಘಟನೆ ನಡೆದಿದೆ. ಪೊಲೀಸರು ಪ್ರಕರಣ ದಾಖಲಿಸಿಕೊಂಡು ತನಿಖೆ ಮುಂದುವರಿಸಿದ್ದಾರೆ. [80,292,294,379]
story-mango-fair: ತೋಟಗಾರಿಕೆ ಇಲಾಖೆ ವತಿಯಿಂದ ನಗರದಲ್ಲಿ ಮಾವು ಮೇಳ ಆಯೋಜಿಸಲಾಗಿದ್ದು, ವಿವಿಧ ತಳಿಯ ಮಾವಿನ ಹಣ್ಣುಗಳು ಮಾರಾಟಕ್ಕೆ ಲಭ್ಯವಿವೆ. 12 ಬಗೆಯ ಹಣ್ಣುಗಳು ಲಭ್ಯ. ತೋಟಗಾರಿಕೆ ಇಲಾಖೆ ವತಿಯಿಂದ ನಗರದಲ್ಲಿ ಮಾವು ಮೇಳ ಆಯೋಜಿಸಲಾಗಿದ್ದು, ವಿವಿಧ ತಳಿಯ ಮಾವಿನ ಹಣ್ಣುಗಳು ಮಾರಾಟಕ್ಕೆ ಲಭ್ಯವಿವೆ. 12 ಬಗೆಯ ಹಣ್ಣುಗಳು ಲಭ್ಯ. ತೋಟಗಾರಿಕೆ ಇಲಾಖೆ ವತಿಯಿಂದ ನಗರದಲ್ಲಿ ಮಾವು ಮೇಳ ಆಯೋಜಿಸಲಾಗಿದ್ದು, ವಿವಿಧ ತಳಿಯ ಮಾವಿನ ಹಣ್ಣುಗಳು ಮಾರಾಟಕ್ಕೆ ಲಭ್ಯವಿವೆ. 12 ಬಗೆಯ ಹಣ್ಣುಗಳು ಲಭ್ಯ. ತೋಟಗಾರಿಕೆ ಇಲಾಖೆ ವತಿಯಿಂದ ನಗರದಲ್ಲಿ ಮಾವು ಮೇಳ ಆಯೋಜಿಸಲಾಗಿದ್ದು, ವಿವಿಧ ತಳಿಯ ಮಾವಿನ ಹಣ್ಣುಗಳು ಮಾರಾಟಕ್ಕೆ ಲಭ್ಯವಿವೆ. 12 ಬಗೆಯ ಹಣ್ಣುಗಳು ಲಭ್ಯ. ತೋಟಗಾರಿಕೆ ಇಲಾಖೆ ವತಿಯಿಂದ ನಗರದಲ್ಲಿ ಮಾವು ಮೇಳ ಆಯೋಜಿಸಲಾಗಿದ್ದು, ವಿವಿಧ ತಳಿಯ ಮಾವಿನ ಹಣ್ಣುಗಳು ಮಾರಾಟಕ್ಕೆ ಲಭ್ಯವಿವೆ. 12 ಬಗೆಯ ಹಣ್ಣುಗಳು ಲಭ್ಯ. [80,566,294,666]
ad-govt-india [683,1026,853,1304]
ad-56-name: ಶ್ರೀ ಪಿ.ರುಕ್ಮಾಂಗದ [706,468,770,481]
swim-kicker: ಮೈಸೂರಲ್ಲಿ ರಾಜ್ಯಮಟ್ಟದ ಈಜು ಸ್ಪರ್ಧೆ [310,445,672,467]
issue-date: ಶುಕ್ರವಾರ 1 ಜೂನ್ 2018 [753,51,873,66]
flower-bouquet-icon [688,520,732,564]
swim-headline-2: ತಾನಿಶ್ ಜಾರ್ಜ್ ಮ್ಯಾಥ್ಯೂ, ಶ್ರೀಹರಿ ನಟರಾಜ್, [363,495,619,515]
garbage-photo-caption: ಮೈಸೂರು ನಗರದ ರಸ್ತೆ ಬದಿಯಲ್ಲಿ ಕಸದ ರಾಶಿ ಬಿದ್ದಿರುವ ದೃಶ್ಯ [590,334,738,343]
ad-56-desc: ಸಂಸ್ಥಾಪಕರು, ಹೋಟೆಲ್ ಉದ್ಯಮಿ [705,486,771,493]
govt-ministry: ಸಾಮಾಜಿಕ ನ್ಯಾಯ ಮತ್ತು ಸಬಲೀಕರಣ ಸಚಿವಾಲಯ [686,1073,852,1087]
color-registration-marks [80,30,130,38]
story-customers: ಬ್ಯಾಂಕ್ ನೌಕರರ ಮುಷ್ಕರದಿಂದಾಗಿ ಎರಡು ದಿನಗಳ ಕಾಲ ಬ್ಯಾಂಕ್ ವಹಿವಾಟು ಸ್ಥಗಿತಗೊಂಡಿದ್ದು, ಗ್ರಾಹಕರು ಪರದಾಡಬೇಕಾಯಿತು. ಎಟಿಎಂಗಳಲ್ಲಿ ಹಣ ಖಾಲಿಯಾಗಿ ಜನರು ತೊಂದರೆ ಅನುಭವಿಸಿದರು. ಬ್ಯಾಂಕ್ ನೌಕರರ ಮುಷ್ಕರದಿಂದಾಗಿ ಎರಡು ದಿನಗಳ ಕಾಲ ಬ್ಯಾಂಕ್ ವಹಿವಾಟು ಸ್ಥಗಿತಗೊಂಡಿದ್ದು, ಗ್ರಾಹಕರು ಪರದಾಡಬೇಕಾಯಿತು. ಎಟಿಎಂಗಳಲ್ಲಿ ಹಣ ಖಾಲಿಯಾಗಿ ಜನರು ತೊಂದರೆ ಅನುಭವಿಸಿದರು. ಬ್ಯಾಂಕ್ ನೌಕರರ ಮುಷ್ಕರದಿಂದಾಗಿ ಎರಡು ದಿನಗಳ ಕಾಲ ಬ್ಯಾಂಕ್ ವಹಿವಾಟು ಸ್ಥಗಿತಗೊಂಡಿದ್ದು, ಗ್ರಾಹಕರು ಪರದಾಡಬೇಕಾಯಿತು. ಎಟಿಎಂಗಳಲ್ಲಿ ಹಣ ಖಾಲಿಯಾಗಿ ಜನರು ತೊಂದರೆ ಅನುಭವಿಸಿದರು. ಬ್ಯಾಂಕ್ ನೌಕರರ ಮುಷ್ಕರದಿಂದಾಗಿ ಎರಡು ದಿನಗಳ ಕಾಲ ಬ್ಯಾಂಕ್ ವಹಿವಾಟು ಸ್ಥಗಿತಗೊಂಡಿದ್ದು, ಗ್ರಾಹಕರು ಪರದಾಡಬೇಕಾಯಿತು. ಎಟಿಎಂಗಳಲ್ಲಿ ಹಣ ಖಾಲಿಯಾಗಿ ಜನರು ತೊಂದರೆ ಅನುಭವಿಸಿದರು. [80,406,294,523]
tender-notice-title: ಅಲ್ಪಾವಧಿ ಟೆಂಡರ್ ಪ್ರಕಟಣೆ (ಮರುಟೆಂಡರ್) [686,886,852,896]
lead-story-body-col1: ಮೈಸೂರು, ಮೇ 31(ಆರ್‌ಜಿಕೆ)- ಸ್ವಚ್ಛ ನಗರಿ ಎಂದೇ ಹೆಸರಾದ ಮೈಸೂರಿನಲ್ಲಿ ಸ್ವಚ್ಛತೆಗೆ ಗಮನ ಹರಿಸಲಾಗುತ್ತಿಲ್ಲ. ಅಲ್ಲಲ್ಲಿ ಕಸದ ರಾಶಿ ಬಿದ್ದಿದ್ದು ದುರ್ವಾಸನೆ ಬೀರುತ್ತಿದೆ. ಕಸದ ತೊಟ್ಟಿಗಳು ತುಂಬಿ ತುಳುಕುತ್ತಿದ್ದರೂ ಪಾಲಿಕೆ ಸಿಬ್ಬಂದಿ ತೆರವುಗೊಳಿಸುತ್ತಿಲ್ಲ ಎಂದು ಸಾರ್ವಜನಿಕರು ಆಕ್ರೋಶ ವ್ಯಕ್ತಪಡಿಸಿದ್ದಾರೆ. ಸ್ವಚ್ಛ ಸರ್ವೇಕ್ಷಣ ಪ್ರಶಸ್ತಿ ಪಡೆಯಲು ಮಾತ್ರ ಸ್ವಚ್ಛತೆಗೆ ಆದ್ಯತೆ ನೀಡಲಾಗುತ್ತದೆ. ಉಳಿದ ದಿನಗಳಲ್ಲಿ ನಗರ ಕಸದ ತೊಟ್ಟಿಯಂತಾಗುತ್ತದೆ ಎಂದು ಸ್ಥಳೀಯರು ದೂರಿದ್ದಾರೆ. ರಸ್ತೆ ಬದಿಯಲ್ಲಿ ಹಾಕಲಾಗಿರುವ ಕಸದಿಂದ ಬೀಡಾಡಿ ದನಗಳು ಆಹಾರ ಹುಡುಕುತ್ತಿದ್ದು, ಸಾಂಕ್ರಾಮಿಕ ರೋಗ ಹರಡುವ ಭೀತಿ ಎದುರಾಗಿದೆ. ಮಳೆಗಾಲ ಆರಂಭವಾಗಿರುವುದರಿಂದ ಕಸ ಕೊಳೆತು ದುರ್ವಾಸನೆ ಹೆಚ್ಚಾಗಿದೆ. ಪಾಲಿಕೆ ಅಧಿಕಾರಿಗಳು ತಕ್ಷಣ ಕ್ರಮ ಕೈಗೊಳ್ಳಬೇಕು ಎಂದು ನಾಗರಿಕರು ಒತ್ತಾಯಿಸಿದ್ದಾರೆ. ಮೈಸೂರು, ಮೇ 31(ಆರ್‌ಜಿಕೆ)- ಸ್ವಚ್ಛ ನಗರಿ ಎಂದೇ ಹೆಸರಾದ ಮೈಸೂರಿನಲ್ಲಿ ಸ್ವಚ್ಛತೆಗೆ ಗಮನ ಹರಿಸಲಾಗುತ್ತಿಲ್ಲ. ಅಲ್ಲಲ್ಲಿ ಕಸದ ರಾಶಿ ಬಿದ್ದಿದ್ದು ದುರ್ವಾಸನೆ ಬೀರುತ್ತಿದೆ. ಕಸದ ತೊಟ್ಟಿಗಳು ತುಂಬಿ ತುಳುಕುತ್ತಿದ್ದರೂ ಪಾಲಿಕೆ ಸಿಬ್ಬಂದಿ ತೆರವುಗೊಳಿಸುತ್ತಿಲ್ಲ ಎಂದು ಸಾರ್ವಜನಿಕರು ಆಕ್ರೋಶ ವ್ಯಕ್ತಪಡಿಸಿದ್ದಾರೆ. ಸ್ವಚ್ಛ ಸರ್ವೇಕ್ಷಣ ಪ್ರಶಸ್ತಿ ಪಡೆಯಲು ಮಾತ್ರ ಸ್ವಚ್ಛತೆಗೆ ಆದ್ಯತೆ ನೀಡಲಾಗುತ್ತದೆ. ಉಳಿದ ದಿನಗಳಲ್ಲಿ ನಗರ ಕಸದ ತೊಟ್ಟಿಯಂತಾಗುತ್ತದೆ ಎಂದು ಸ್ಥಳೀಯರು ದೂರಿದ್ದಾರೆ. ರಸ್ತೆ ಬದಿಯಲ್ಲಿ ಹಾಕಲಾಗಿರುವ ಕಸದಿಂದ ಬೀಡಾಡಿ ದನಗಳು ಆಹಾರ ಹುಡುಕುತ್ತಿದ್ದು, ಸಾಂಕ್ರಾಮಿಕ ರೋಗ ಹರಡುವ ಭೀತಿ ಎದುರಾಗಿದೆ. ಮಳೆಗಾಲ ಆರಂಭವಾಗಿರುವುದರಿಂದ ಕಸ ಕೊಳೆತು ದುರ್ವಾಸನೆ ಹೆಚ್ಚಾಗಿದೆ. ಪಾಲಿಕೆ ಅಧಿಕಾರಿಗಳು ತಕ್ಷಣ ಕ್ರಮ ಕೈಗೊಳ್ಳಬೇಕು ಎಂದು ನಾಗರಿಕರು ಒತ್ತಾಯಿಸಿದ್ದಾರೆ. [310,148,450,390]
swimmer-girl-photo [316,539,516,746]
tender-date: ದಿನಾಂಕ: 30.05.2018 [797,876,850,883]
left-column [80,76,294,1304]
govt-title: ಭಾರತ ಸರ್ಕಾರ [752,1063,786,1071]
ad-sid-title: ಹುಟ್ಟುಹಬ್ಬದ ಶುಭಾಶಯಗಳು [747,580,843,591]
column-rule [302,76,303,1304]
buddha-statue-image [686,580,744,688]
siddaraju-portrait [754,596,850,692]
govt-body: ದಿನಾಂಕ 05.05.2018 ರಂದು ಪ್ರಕಟವಾದ ಜಾಹೀರಾತಿಗೆ ಸಂಬಂಧಿಸಿದಂತೆ ನಾಮನಿರ್ದೇಶನಗಳನ್ನು ಸಲ್ಲಿಸುವ ಕೊನೆಯ ದಿನಾಂಕವನ್ನು 30.06.2018 ರವರೆಗೆ ವಿಸ್ತರಿಸಲಾಗಿದೆ. (ಮೂವತ್ತು ಜೂನ್ 2018) ವಿಸ್ತರಿಸಲಾಗಿದೆ. [688,1151,850,1188]
lead-story-body-col2: ಮೈಸೂರು, ಮೇ 31(ಆರ್‌ಜಿಕೆ)- ಸ್ವಚ್ಛ ನಗರಿ ಎಂದೇ ಹೆಸರಾದ ಮೈಸೂರಿನಲ್ಲಿ ಸ್ವಚ್ಛತೆಗೆ ಗಮನ ಹರಿಸಲಾಗುತ್ತಿಲ್ಲ. ಅಲ್ಲಲ್ಲಿ ಕಸದ ರಾಶಿ ಬಿದ್ದಿದ್ದು ದುರ್ವಾಸನೆ ಬೀರುತ್ತಿದೆ. ಕಸದ ತೊಟ್ಟಿಗಳು ತುಂಬಿ ತುಳುಕುತ್ತಿದ್ದರೂ ಪಾಲಿಕೆ ಸಿಬ್ಬಂದಿ ತೆರವುಗೊಳಿಸುತ್ತಿಲ್ಲ ಎಂದು ಸಾರ್ವಜನಿಕರು ಆಕ್ರೋಶ ವ್ಯಕ್ತಪಡಿಸಿದ್ದಾರೆ. ಸ್ವಚ್ಛ ಸರ್ವೇಕ್ಷಣ ಪ್ರಶಸ್ತಿ ಪಡೆಯಲು ಮಾತ್ರ ಸ್ವಚ್ಛತೆಗೆ ಆದ್ಯತೆ ನೀಡಲಾಗುತ್ತದೆ. ಉಳಿದ ದಿನಗಳಲ್ಲಿ ನಗರ ಕಸದ ತೊಟ್ಟಿಯಂತಾಗುತ್ತದೆ ಎಂದು ಸ್ಥಳೀಯರು ದೂರಿದ್ದಾರೆ. ರಸ್ತೆ ಬದಿಯಲ್ಲಿ ಹಾಕಲಾಗಿರುವ ಕಸದಿಂದ ಬೀಡಾಡಿ ದನಗಳು ಆಹಾರ ಹುಡುಕುತ್ತಿದ್ದು, ಸಾಂಕ್ರಾಮಿಕ [455,346,590,438]
tender-office: ತಾಲ್ಲೂಕು ಆರೋಗ್ಯಾಧಿಕಾರಿಗಳ ಕಾರ್ಯಾಲಯ, ಮೈಸೂರು [709,847,829,855]
garbage-photo [455,148,763,332]
govt-davp: DAVP 38101/11/0020/1819 [688,1287,763,1293]
left-kicker: ಒಂದನೇ ಪುಟದಿಂದ [80,76,294,91]
swimmer-boy-2-photo [522,644,672,746]
portrait-photo [788,448,850,568]
